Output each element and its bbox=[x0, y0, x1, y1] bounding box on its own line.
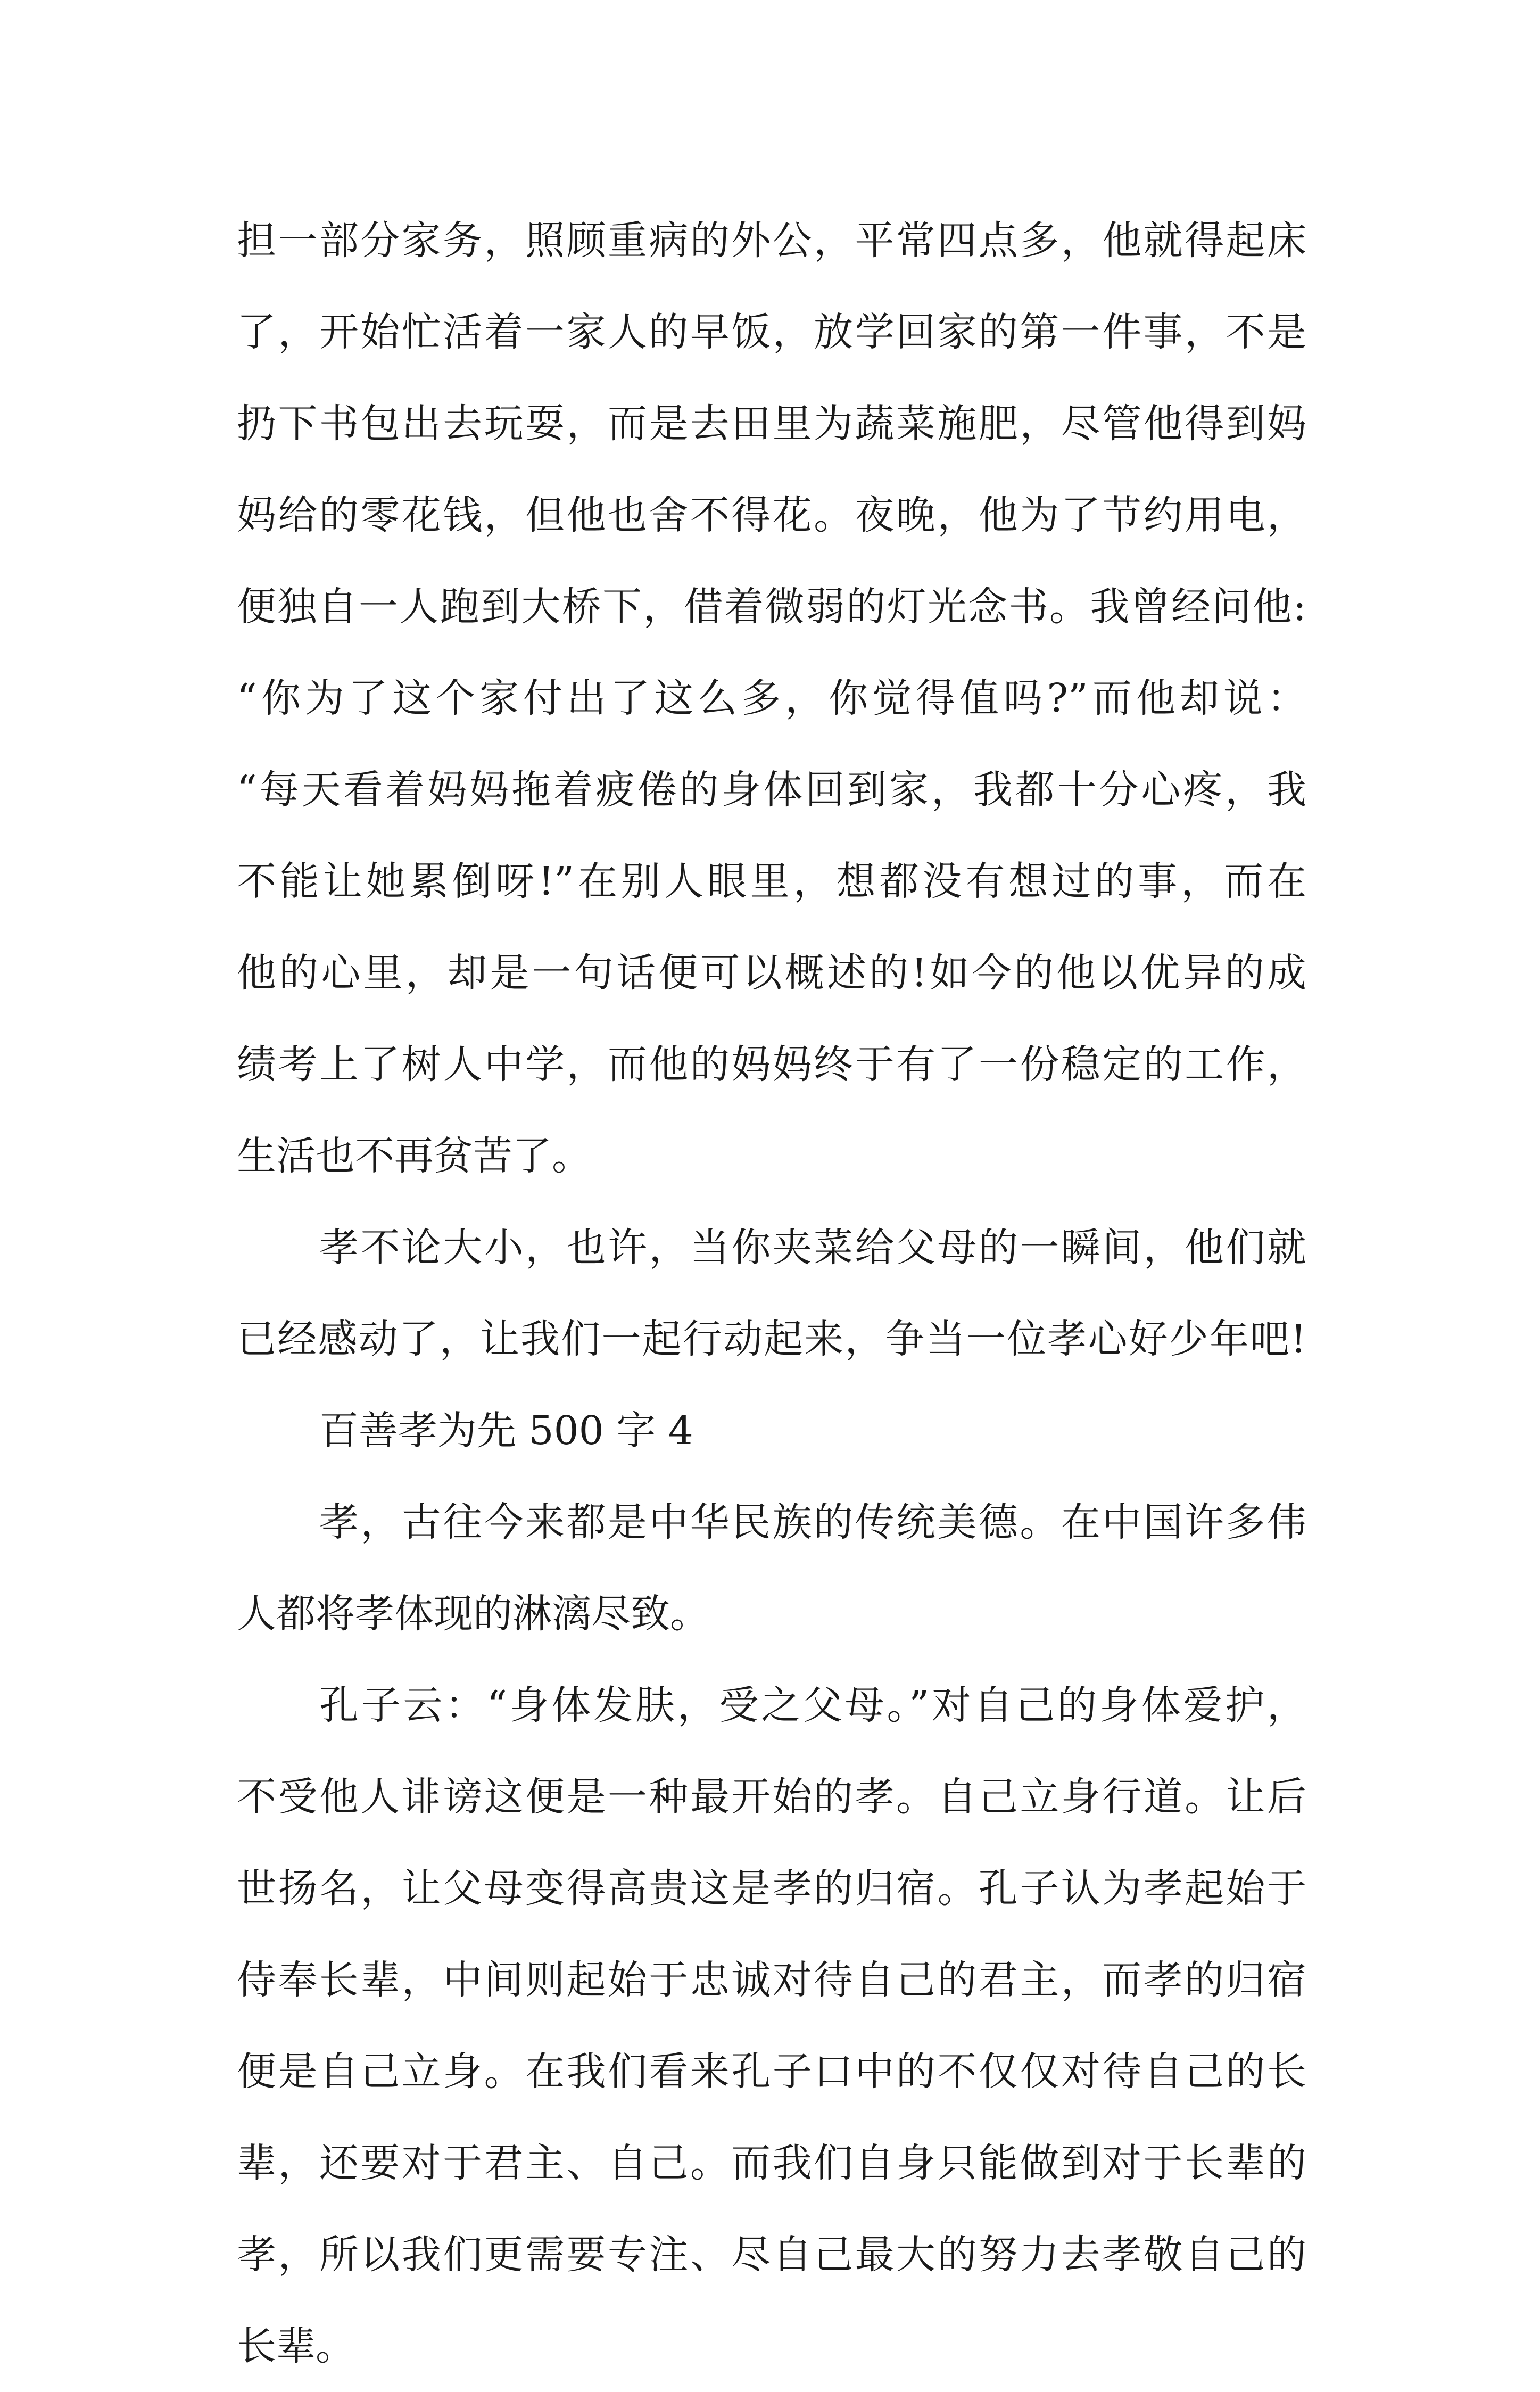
text-line: 生活也不再贫苦了。 bbox=[237, 1133, 591, 1179]
text-line: 长辈。 bbox=[237, 2323, 355, 2369]
text-line: 了，开始忙活着一家人的早饭，放学回家的第一件事，不是 bbox=[237, 309, 1306, 355]
text-line: 孔子云：“身体发肤，受之父母。”对自己的身体爱护， bbox=[319, 1682, 1306, 1728]
text-line: 妈给的零花钱，但他也舍不得花。夜晚，他为了节约用电， bbox=[237, 492, 1306, 538]
text-line: 孝，古往今来都是中华民族的传统美德。在中国许多伟 bbox=[319, 1499, 1306, 1545]
text-line: 孝，所以我们更需要专注、尽自己最大的努力去孝敬自己的 bbox=[237, 2232, 1306, 2278]
text-line: 便是自己立身。在我们看来孔子口中的不仅仅对待自己的长 bbox=[237, 2049, 1306, 2094]
text-line: 担一部分家务，照顾重病的外公，平常四点多，他就得起床 bbox=[237, 218, 1306, 263]
text-line: “你为了这个家付出了这么多，你觉得值吗?”而他却说： bbox=[237, 675, 1306, 721]
text-line: 辈，还要对于君主、自己。而我们自身只能做到对于长辈的 bbox=[237, 2140, 1306, 2186]
document-body bbox=[237, 195, 1306, 2392]
text-line: 不能让她累倒呀!”在别人眼里，想都没有想过的事，而在 bbox=[237, 859, 1306, 904]
text-line: 扔下书包出去玩耍，而是去田里为蔬菜施肥，尽管他得到妈 bbox=[237, 401, 1306, 447]
text-line: 世扬名，让父母变得高贵这是孝的归宿。孔子认为孝起始于 bbox=[237, 1866, 1306, 1911]
text-line: 已经感动了，让我们一起行动起来，争当一位孝心好少年吧! bbox=[237, 1316, 1306, 1362]
text-line: 孝不论大小，也许，当你夹菜给父母的一瞬间，他们就 bbox=[319, 1225, 1306, 1271]
text-line: 百善孝为先 500 字 4 bbox=[319, 1408, 693, 1454]
text-line: 不受他人诽谤这便是一种最开始的孝。自己立身行道。让后 bbox=[237, 1774, 1306, 1820]
text-line: 他的心里，却是一句话便可以概述的!如今的他以优异的成 bbox=[237, 950, 1306, 996]
text-line: 绩考上了树人中学，而他的妈妈终于有了一份稳定的工作， bbox=[237, 1042, 1306, 1087]
text-line: 人都将孝体现的淋漓尽致。 bbox=[237, 1591, 709, 1637]
text-line: 便独自一人跑到大桥下，借着微弱的灯光念书。我曾经问他: bbox=[237, 584, 1306, 630]
text-line: 侍奉长辈，中间则起始于忠诚对待自己的君主，而孝的归宿 bbox=[237, 1957, 1306, 2003]
text-line: “每天看着妈妈拖着疲倦的身体回到家，我都十分心疼，我 bbox=[237, 767, 1306, 813]
